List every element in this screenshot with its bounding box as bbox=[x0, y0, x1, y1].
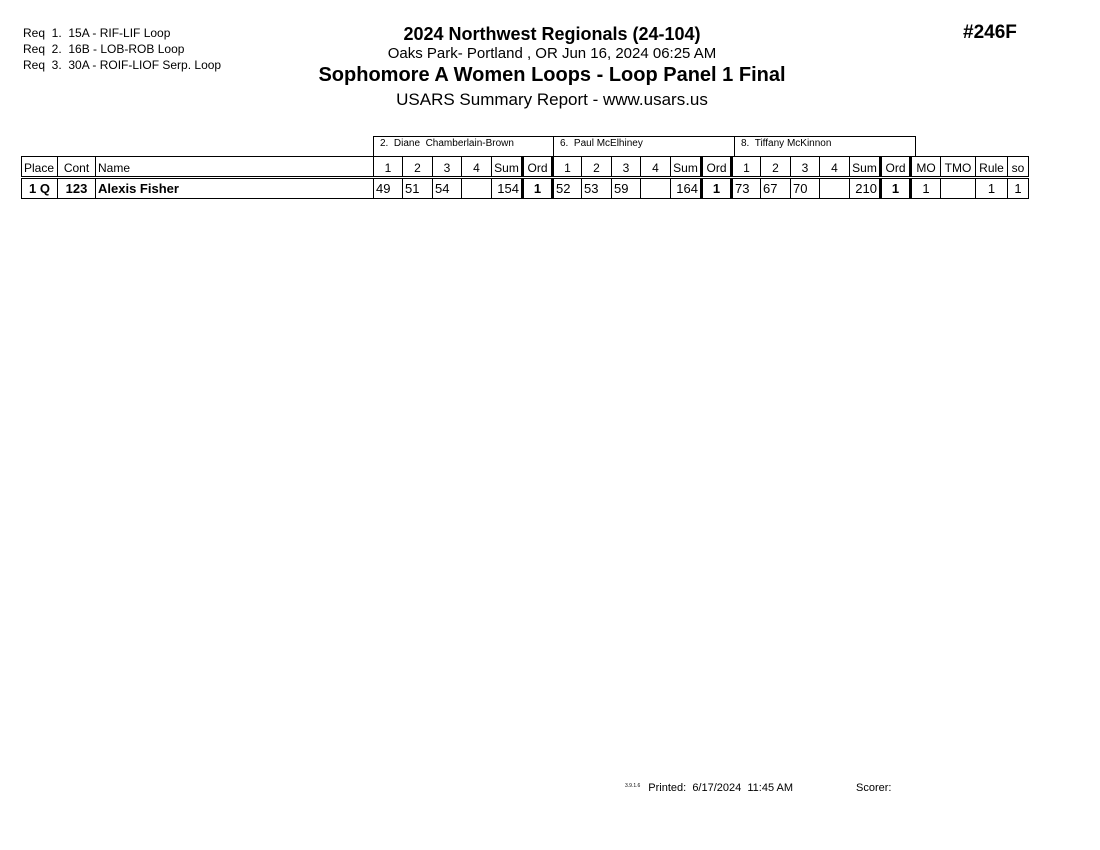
tmo-cell bbox=[941, 178, 976, 199]
score-cell: 54 bbox=[433, 178, 462, 199]
score-cell bbox=[820, 178, 850, 199]
requirement-item: Req 1. 15A - RIF-LIF Loop bbox=[23, 26, 171, 40]
col-sum: Sum bbox=[492, 157, 523, 178]
score-cell: 49 bbox=[374, 178, 403, 199]
print-footer bbox=[625, 782, 793, 794]
col-score-1: 1 bbox=[374, 157, 403, 178]
col-tmo: TMO bbox=[941, 157, 976, 178]
score-cell: 52 bbox=[553, 178, 582, 199]
so-cell: 1 bbox=[1008, 178, 1029, 199]
requirements-list bbox=[23, 25, 221, 73]
col-score-1: 1 bbox=[732, 157, 761, 178]
requirement-item: Req 2. 16B - LOB-ROB Loop bbox=[23, 42, 185, 56]
report-title: USARS Summary Report - www.usars.us bbox=[396, 90, 708, 109]
sum-cell: 210 bbox=[850, 178, 881, 199]
score-cell: 59 bbox=[612, 178, 641, 199]
table-row bbox=[22, 178, 1029, 199]
requirement-item: Req 3. 30A - ROIF-LIOF Serp. Loop bbox=[23, 58, 222, 72]
ord-cell: 1 bbox=[523, 178, 553, 199]
scorer-label: Scorer: bbox=[856, 782, 892, 794]
results-table bbox=[21, 156, 1029, 199]
location-date: Oaks Park- Portland , OR Jun 16, 2024 06:25 AM bbox=[387, 45, 717, 62]
score-cell: 73 bbox=[732, 178, 761, 199]
software-version: 3.9.1.6 bbox=[625, 783, 641, 789]
col-score-3: 3 bbox=[791, 157, 820, 178]
col-ord: Ord bbox=[702, 157, 732, 178]
score-cell: 53 bbox=[582, 178, 612, 199]
judge-panel-header bbox=[373, 136, 916, 156]
score-cell bbox=[641, 178, 671, 199]
col-score-4: 4 bbox=[820, 157, 850, 178]
event-title: Sophomore A Women Loops - Loop Panel 1 Final bbox=[318, 64, 786, 86]
col-ord: Ord bbox=[881, 157, 911, 178]
competition-title: 2024 Northwest Regionals (24-104) bbox=[403, 24, 701, 44]
col-score-3: 3 bbox=[612, 157, 641, 178]
score-cell bbox=[462, 178, 492, 199]
col-sum: Sum bbox=[850, 157, 881, 178]
score-cell: 67 bbox=[761, 178, 791, 199]
ord-cell: 1 bbox=[702, 178, 732, 199]
col-score-3: 3 bbox=[433, 157, 462, 178]
col-score-2: 2 bbox=[403, 157, 433, 178]
ord-cell: 1 bbox=[881, 178, 911, 199]
col-score-1: 1 bbox=[553, 157, 582, 178]
printed-timestamp: Printed: 6/17/2024 11:45 AM bbox=[648, 782, 794, 794]
table-header-row bbox=[22, 157, 1029, 178]
judge-name: 6. Paul McElhiney bbox=[554, 136, 735, 157]
sum-cell: 154 bbox=[492, 178, 523, 199]
judge-name: 8. Tiffany McKinnon bbox=[735, 136, 916, 157]
place-cell: 1 Q bbox=[22, 178, 58, 199]
judge-name: 2. Diane Chamberlain-Brown bbox=[373, 136, 554, 157]
cont-cell: 123 bbox=[58, 178, 96, 199]
col-place: Place bbox=[22, 157, 58, 178]
col-rule: Rule bbox=[976, 157, 1008, 178]
col-score-4: 4 bbox=[462, 157, 492, 178]
col-sum: Sum bbox=[671, 157, 702, 178]
col-score-4: 4 bbox=[641, 157, 671, 178]
col-name: Name bbox=[96, 157, 374, 178]
rule-cell: 1 bbox=[976, 178, 1008, 199]
mo-cell: 1 bbox=[911, 178, 941, 199]
score-cell: 70 bbox=[791, 178, 820, 199]
col-cont: Cont bbox=[58, 157, 96, 178]
skater-name: Alexis Fisher bbox=[96, 178, 374, 199]
event-id: #246F bbox=[963, 22, 1017, 43]
sum-cell: 164 bbox=[671, 178, 702, 199]
col-so: so bbox=[1008, 157, 1029, 178]
col-score-2: 2 bbox=[761, 157, 791, 178]
score-cell: 51 bbox=[403, 178, 433, 199]
col-ord: Ord bbox=[523, 157, 553, 178]
col-score-2: 2 bbox=[582, 157, 612, 178]
col-mo: MO bbox=[911, 157, 941, 178]
